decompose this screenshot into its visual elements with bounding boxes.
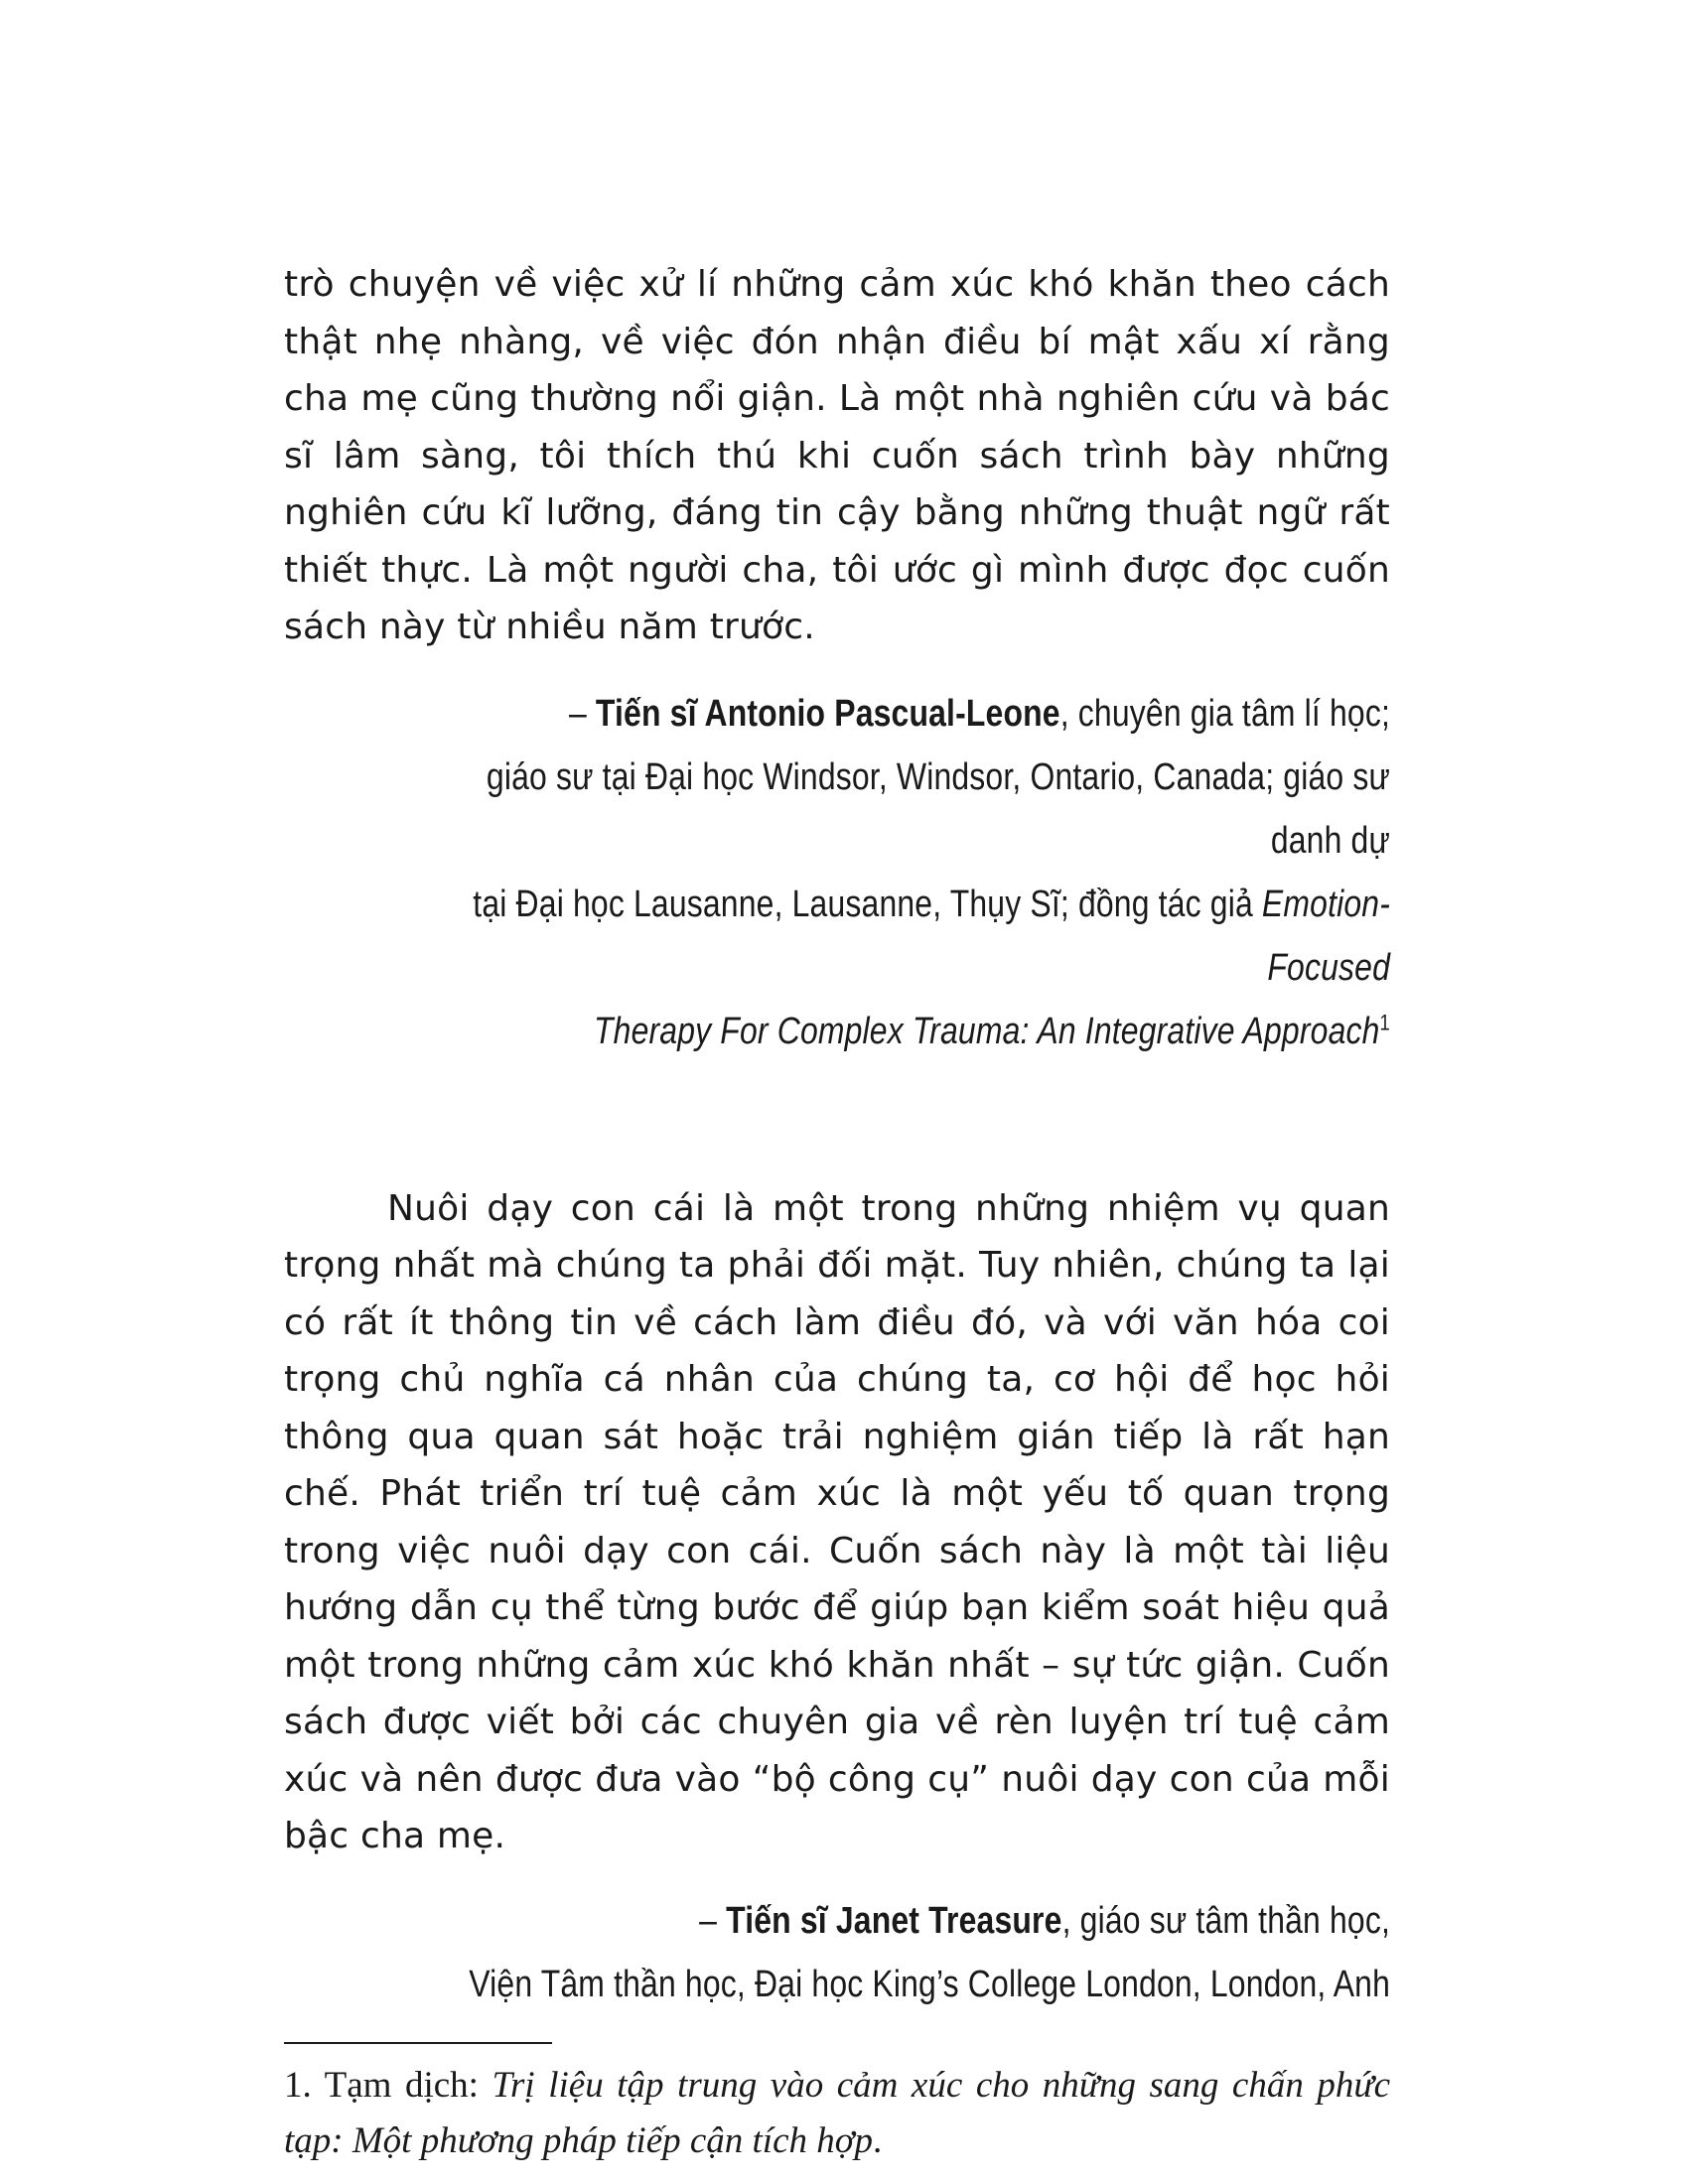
book-page	[284, 256, 1390, 2169]
footnote: 1. Tạm dịch: Trị liệu tập trung vào cảm xúc cho những sang chấn phức tạp: Một phương pháp tiếp cận tích hợp.	[284, 2064, 1390, 2161]
endorsement-attribution-2	[284, 1889, 1390, 2016]
attribution-1-line-4	[461, 1000, 1390, 1063]
endorsement-quote-1	[284, 256, 1390, 656]
endorsement-attribution-1	[284, 682, 1390, 1063]
book-title-part-1: Emotion-Focused	[1261, 883, 1390, 989]
endorser-name-2: Tiến sĩ Janet Treasure	[726, 1899, 1062, 1942]
endorsement-quote-2-text: Nuôi dạy con cái là một trong những nhiệm vụ quan trọng nhất mà chúng ta phải đối mặt. Tuy nhiên, chúng ta lại có rất ít thông tin về cách làm điều đó, và với văn hóa coi trọng chủ nghĩa cá nhân của chúng ta, cơ hội để học hỏi thông qua quan sát hoặc trải nghiệm gián tiếp là rất hạn chế. Phát triển trí tuệ cảm xúc là một yếu tố quan trọng trong việc nuôi dạy con cái. Cuốn sách này là một tài liệu hướng dẫn cụ thể từng bước để giúp bạn kiểm soát hiệu quả một trong những cảm xúc khó khăn nhất – sự tức giận. Cuốn sách được viết bởi các chuyên gia về rèn luyện trí tuệ cảm xúc và nên được đưa vào “bộ công cụ” nuôi dạy con của mỗi bậc cha mẹ.	[284, 1187, 1390, 1856]
endorser-name-1: Tiến sĩ Antonio Pascual-Leone	[595, 692, 1060, 735]
attribution-1-line-3: tại Đại học Lausanne, Lausanne, Thụy Sĩ; đồng tác giả Emotion-Focused	[473, 883, 1390, 989]
attribution-2-line-2: Viện Tâm thần học, Đại học King’s College London, London, Anh	[469, 1963, 1391, 2005]
footnote-divider	[284, 2042, 552, 2044]
attribution-1-line-1: – Tiến sĩ Antonio Pascual-Leone, chuyên gia tâm lí học;	[568, 692, 1390, 735]
footnote-reference: 1	[1379, 1009, 1390, 1034]
footnote-translated-title: Trị liệu tập trung vào cảm xúc cho những sang chấn phức tạp: Một phương pháp tiếp cận tích hợp	[284, 2064, 1390, 2161]
attribution-1-line-2: giáo sư tại Đại học Windsor, Windsor, Ontario, Canada; giáo sư danh dự	[486, 755, 1390, 862]
book-title-part-2: Therapy For Complex Trauma: An Integrative Approach	[593, 1010, 1380, 1052]
endorsement-quote-2	[284, 1180, 1390, 1865]
endorsement-quote-1-text: trò chuyện về việc xử lí những cảm xúc khó khăn theo cách thật nhẹ nhàng, về việc đón nhận điều bí mật xấu xí rằng cha mẹ cũng thường nổi giận. Là một nhà nghiên cứu và bác sĩ lâm sàng, tôi thích thú khi cuốn sách trình bày những nghiên cứu kĩ lưỡng, đáng tin cậy bằng những thuật ngữ rất thiết thực. Là một người cha, tôi ước gì mình được đọc cuốn sách này từ nhiều năm trước.	[284, 264, 1390, 647]
attribution-2-line-1: – Tiến sĩ Janet Treasure, giáo sư tâm thần học,	[699, 1899, 1390, 1942]
